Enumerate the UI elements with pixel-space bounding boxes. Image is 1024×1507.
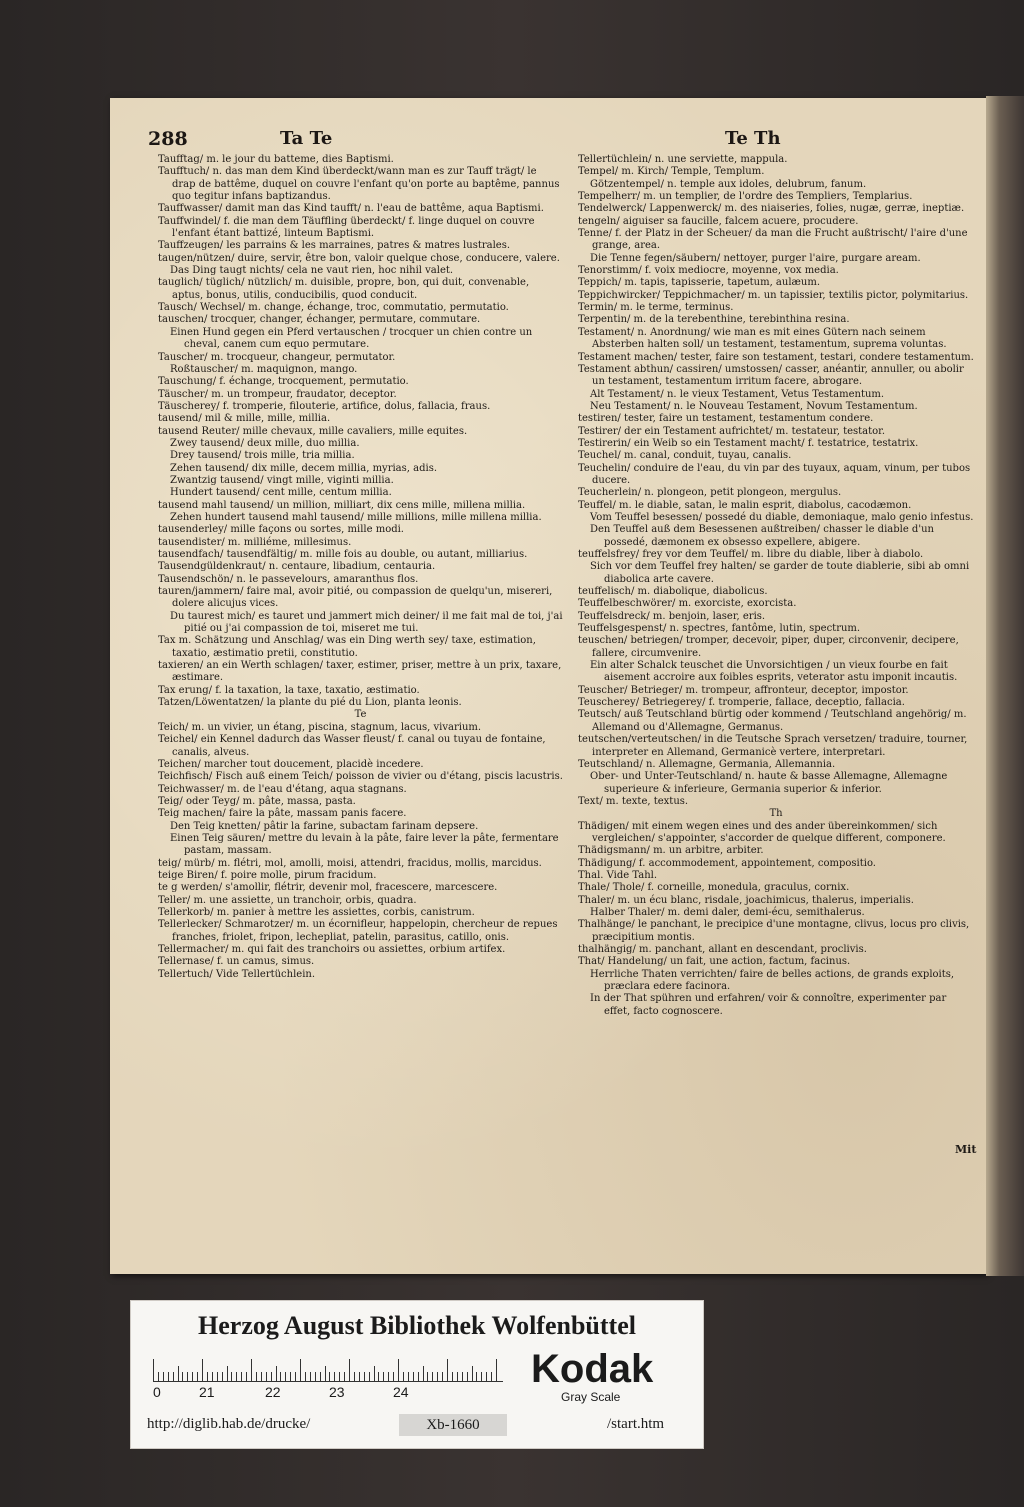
dictionary-entry: Tauschung/ f. échange, trocquement, permutatio. bbox=[158, 376, 409, 388]
dictionary-entry: Den Teuffel auß dem Besessenen außtreiben/ chasser le diable d'un possedé, dæmonem ex obsesso expellere, abigere. bbox=[590, 524, 934, 548]
dictionary-entry: Teuffelbeschwörer/ m. exorciste, exorcista. bbox=[578, 598, 797, 610]
ruler-tick bbox=[403, 1372, 404, 1381]
dictionary-entry: Teuchelin/ conduire de l'eau, du vin par des tuyaux, aquam, vinum, per tubos ducere. bbox=[578, 462, 971, 486]
dictionary-entry: Thalhänge/ le panchant, le precipice d'une montagne, clivus, locus pro clivis, præcipitium montis. bbox=[578, 919, 970, 943]
dictionary-entry: taugen/nützen/ duire, servir, être bon, valoir quelque chose, conducere, valere. bbox=[158, 252, 560, 264]
url-suffix: /start.htm bbox=[607, 1416, 665, 1432]
dictionary-entry: Tendelwerck/ Lappenwerck/ m. des niaiseries, folies, nugæ, gerræ, ineptiæ. bbox=[578, 203, 965, 215]
ruler-tick bbox=[423, 1366, 424, 1381]
ruler-tick bbox=[285, 1372, 286, 1381]
ruler-tick bbox=[432, 1372, 433, 1381]
right-running-head: Te Th bbox=[725, 128, 781, 149]
left-column bbox=[158, 154, 563, 981]
gray-scale-label: Gray Scale bbox=[561, 1390, 621, 1404]
dictionary-entry: Götzentempel/ n. temple aux idoles, delubrum, fanum. bbox=[590, 178, 867, 190]
dictionary-entry: Thale/ Thole/ f. corneille, monedula, graculus, cornix. bbox=[578, 882, 850, 894]
dictionary-entry: Halber Thaler/ m. demi daler, demi-écu, semithalerus. bbox=[590, 906, 865, 918]
ruler-tick bbox=[427, 1372, 428, 1381]
dictionary-entry: Teutschland/ n. Allemagne, Germania, Allemannia. bbox=[578, 758, 836, 770]
dictionary-entry: Ober- und Unter-Teutschland/ n. haute & basse Allemagne, Allemagne superieure & inferieure, Germania superior & inferior. bbox=[590, 771, 948, 795]
dictionary-entry: Täuscherey/ f. tromperie, filouterie, artifice, dolus, fallacia, fraus. bbox=[158, 400, 491, 412]
ruler-tick bbox=[187, 1372, 188, 1381]
dictionary-entry: Tatzen/Löwentatzen/ la plante du pié du Lion, planta leonis. bbox=[158, 697, 462, 709]
ruler-tick bbox=[329, 1372, 330, 1381]
ruler-tick bbox=[197, 1372, 198, 1381]
ruler-tick bbox=[300, 1359, 301, 1381]
dictionary-entry: taxieren/ an ein Werth schlagen/ taxer, estimer, priser, mettre à un prix, taxare, æstimare. bbox=[158, 660, 562, 684]
ruler-tick bbox=[207, 1372, 208, 1381]
dictionary-entry: Testament/ n. Anordnung/ wie man es mit eines Gütern nach seinem Absterben halten soll/ un testament, testamentum, suprema voluntas. bbox=[578, 326, 947, 351]
dictionary-entry: Teichfisch/ Fisch auß einem Teich/ poisson de vivier ou d'étang, piscis lacustris. bbox=[158, 771, 563, 783]
scale-ruler bbox=[153, 1351, 503, 1382]
dictionary-entry: Ein alter Schalck teuschet die Unvorsichtigen / un vieux fourbe en fait aisement accroire aux foibles esprits, veterator astu imponit incautis. bbox=[590, 660, 958, 684]
ruler-tick bbox=[442, 1372, 443, 1381]
ruler-tick bbox=[256, 1372, 257, 1381]
dictionary-entry: Zwantzig tausend/ vingt mille, viginti millia. bbox=[170, 474, 394, 486]
ruler-tick bbox=[383, 1372, 384, 1381]
ruler-tick bbox=[359, 1372, 360, 1381]
color-target-card bbox=[130, 1300, 704, 1449]
ruler-tick bbox=[168, 1372, 169, 1381]
ruler-tick bbox=[325, 1366, 326, 1381]
dictionary-entry: Einen Hund gegen ein Pferd vertauschen / trocquer un chien contre un cheval, canem cum equo permutare. bbox=[170, 326, 533, 351]
ruler-tick bbox=[271, 1372, 272, 1381]
ruler-tick bbox=[418, 1372, 419, 1381]
dictionary-entry: Den Teig knetten/ pâtir la farine, subactam farinam depsere. bbox=[170, 820, 479, 832]
ruler-tick bbox=[192, 1372, 193, 1381]
dictionary-entry: Teuffelsdreck/ m. benjoin, laser, eris. bbox=[578, 610, 766, 622]
dictionary-entry: Tausch/ Wechsel/ m. change, échange, troc, commutatio, permutatio. bbox=[158, 302, 509, 314]
ruler-tick bbox=[310, 1372, 311, 1381]
ruler-tick bbox=[276, 1366, 277, 1381]
ruler-tick bbox=[280, 1372, 281, 1381]
ruler-tick bbox=[163, 1372, 164, 1381]
dictionary-entry: Tauffwasser/ damit man das Kind taufft/ n. l'eau de battême, aqua Baptismi. bbox=[158, 203, 544, 215]
dictionary-entry: Tausendgüldenkraut/ n. centaure, libadium, centauria. bbox=[158, 561, 436, 573]
dictionary-entry: Täuscher/ m. un trompeur, fraudator, deceptor. bbox=[158, 388, 397, 400]
dictionary-entry: Thädigung/ f. accommodement, appointement, compositio. bbox=[578, 857, 876, 869]
dictionary-entry: Teig/ oder Teyg/ m. pâte, massa, pasta. bbox=[158, 795, 356, 807]
dictionary-entry: teige Biren/ f. poire molle, pirum fracidum. bbox=[158, 869, 377, 881]
ruler-tick bbox=[491, 1372, 492, 1381]
dictionary-entry: teuschen/ betriegen/ tromper, decevoir, piper, duper, circonvenir, decipere, fallere, circumvenire. bbox=[578, 635, 959, 659]
dictionary-entry: Zehen tausend/ dix mille, decem millia, myrias, adis. bbox=[170, 462, 438, 474]
ruler-tick bbox=[339, 1372, 340, 1381]
dictionary-entry: Tenorstimm/ f. voix mediocre, moyenne, vox media. bbox=[578, 265, 839, 277]
dictionary-entry: Das Ding taugt nichts/ cela ne vaut rien, hoc nihil valet. bbox=[170, 265, 454, 277]
ruler-tick bbox=[437, 1372, 438, 1381]
section-heading: Te bbox=[354, 709, 367, 721]
dictionary-entry: Tellermacher/ m. qui fait des tranchoirs ou assiettes, orbium artifex. bbox=[158, 944, 506, 955]
ruler-tick bbox=[334, 1372, 335, 1381]
dictionary-entry: Tauffzeugen/ les parrains & les marraines, patres & matres lustrales. bbox=[158, 240, 511, 252]
ruler-tick bbox=[236, 1372, 237, 1381]
ruler-tick bbox=[320, 1372, 321, 1381]
ruler-tick bbox=[344, 1372, 345, 1381]
dictionary-entry: teutschen/verteutschen/ in die Teutsche Sprach versetzen/ traduire, tourner, interpreter en Allemand, Germanicè vertere, interpretari. bbox=[578, 734, 968, 758]
ruler-tick bbox=[481, 1372, 482, 1381]
ruler-tick bbox=[246, 1372, 247, 1381]
dictionary-entry: tausend mahl tausend/ un million, milliart, dix cens mille, millena millia. bbox=[158, 499, 526, 511]
ruler-tick bbox=[251, 1359, 252, 1381]
ruler-tick bbox=[227, 1366, 228, 1381]
dictionary-entry: Hundert tausend/ cent mille, centum millia. bbox=[170, 487, 392, 499]
ruler-tick bbox=[266, 1372, 267, 1381]
dictionary-entry: Alt Testament/ n. le vieux Testament, Vetus Testamentum. bbox=[590, 388, 885, 400]
dictionary-entry: Herrliche Thaten verrichten/ faire de belles actions, de grands exploits, præclara edere facinora. bbox=[590, 968, 955, 993]
ruler-tick bbox=[241, 1372, 242, 1381]
dictionary-entry: Du taurest mich/ es tauret und jammert mich deiner/ il me fait mal de toi, j'ai pitié ou j'ai compassion de toi, miseret me tui. bbox=[170, 610, 563, 635]
dictionary-entry: tausendfach/ tausendfältig/ m. mille fois au double, ou autant, milliarius. bbox=[158, 549, 528, 560]
dictionary-entry: tauren/jammern/ faire mal, avoir pitié, ou compassion de quelqu'un, misereri, dolere alicujus vices. bbox=[158, 586, 553, 610]
dictionary-entry: Terpentin/ m. de la terebenthine, terebinthina resina. bbox=[578, 314, 850, 326]
dictionary-entry: Teig machen/ faire la pâte, massam panis facere. bbox=[158, 808, 407, 820]
dictionary-entry: tausenderley/ mille façons ou sortes, mille modi. bbox=[158, 524, 404, 536]
dictionary-entry: Tax erung/ f. la taxation, la taxe, taxatio, æstimatio. bbox=[158, 684, 420, 696]
ruler-tick bbox=[452, 1372, 453, 1381]
dictionary-entry: thalhängig/ m. panchant, allant en descendant, proclivis. bbox=[578, 944, 867, 955]
dictionary-entry: Tausendschön/ n. le passevelours, amaranthus flos. bbox=[158, 573, 419, 585]
running-header bbox=[140, 128, 960, 154]
dictionary-entry: Teuscher/ Betrieger/ m. trompeur, affronteur, deceptor, impostor. bbox=[578, 684, 909, 696]
dictionary-entry: te g werden/ s'amollir, flétrir, devenir mol, fracescere, marcescere. bbox=[158, 882, 498, 894]
dictionary-entry: tauschen/ trocquer, changer, échanger, permutare, commutare. bbox=[158, 314, 481, 326]
dictionary-entry: Thal. Vide Tahl. bbox=[578, 869, 658, 881]
page-number: 288 bbox=[148, 128, 188, 150]
ruler-tick bbox=[369, 1372, 370, 1381]
dictionary-entry: Roßtauscher/ m. maquignon, mango. bbox=[170, 363, 358, 375]
dictionary-entry: tausendister/ m. milliéme, millesimus. bbox=[158, 536, 352, 548]
ruler-number: 21 bbox=[199, 1384, 215, 1400]
ruler-tick bbox=[153, 1359, 154, 1381]
ruler-tick bbox=[295, 1372, 296, 1381]
ruler-tick bbox=[354, 1372, 355, 1381]
ruler-number: 22 bbox=[265, 1384, 281, 1400]
dictionary-entry: Tellertüchlein/ n. une serviette, mappula. bbox=[578, 154, 788, 165]
dictionary-entry: Tenne/ f. der Platz in der Scheuer/ da man die Frucht außtrischt/ l'aire d'une grange, area. bbox=[578, 228, 968, 252]
dictionary-entry: tengeln/ aiguiser sa faucille, falcem acuere, procudere. bbox=[578, 215, 859, 227]
ruler-tick bbox=[457, 1372, 458, 1381]
dictionary-entry: Thaler/ m. un écu blanc, risdale, joachimicus, thalerus, imperialis. bbox=[578, 894, 914, 906]
dictionary-entry: Thädigen/ mit einem wegen eines und des ander übereinkommen/ sich vergleichen/ s'appointer, s'accorder de quelque different, componere. bbox=[578, 820, 946, 844]
dictionary-entry: Text/ m. texte, textus. bbox=[578, 795, 689, 807]
ruler-tick bbox=[315, 1372, 316, 1381]
dictionary-entry: Tempel/ m. Kirch/ Temple, Templum. bbox=[578, 166, 765, 178]
dictionary-entry: tausend Reuter/ mille chevaux, mille cavaliers, mille equites. bbox=[158, 425, 468, 437]
digital-library-url: http://diglib.hab.de/drucke/ bbox=[147, 1416, 311, 1432]
dictionary-entry: Drey tausend/ trois mille, tria millia. bbox=[170, 450, 355, 462]
catchword: Mit bbox=[955, 1143, 977, 1156]
dictionary-entry: Teichwasser/ m. de l'eau d'étang, aqua stagnans. bbox=[158, 783, 407, 795]
ruler-tick bbox=[408, 1372, 409, 1381]
dictionary-entry: Teichel/ ein Kennel dadurch das Wasser fleust/ f. canal ou tuyau de fontaine, canalis, alveus. bbox=[158, 734, 546, 758]
ruler-numbers bbox=[153, 1384, 513, 1402]
dictionary-entry: Zehen hundert tausend mahl tausend/ mille millions, mille millena millia. bbox=[170, 511, 542, 523]
library-name: Herzog August Bibliothek Wolfenbüttel bbox=[198, 1311, 636, 1340]
ruler-tick bbox=[364, 1372, 365, 1381]
ruler-tick bbox=[261, 1372, 262, 1381]
dictionary-entry: Sich vor dem Teuffel frey halten/ se garder de toute diablerie, sibi ab omni diabolica arte cavere. bbox=[590, 561, 970, 585]
dictionary-entry: Teutsch/ auß Teutschland bürtig oder kommend / Teutschland angehörig/ m. Allemand ou d'Allemagne, Germanus. bbox=[578, 709, 967, 733]
ruler-tick bbox=[398, 1359, 399, 1381]
ruler-tick bbox=[467, 1372, 468, 1381]
ruler-number: 23 bbox=[329, 1384, 345, 1400]
kodak-logo: Kodak bbox=[531, 1347, 654, 1391]
dictionary-entry: Teich/ m. un vivier, un étang, piscina, stagnum, lacus, vivarium. bbox=[158, 721, 482, 733]
ruler-tick bbox=[217, 1372, 218, 1381]
dictionary-entry: Testament machen/ tester, faire son testament, testari, condere testamentum. bbox=[578, 351, 974, 363]
ruler-tick bbox=[182, 1372, 183, 1381]
ruler-tick bbox=[349, 1359, 350, 1381]
target-footer bbox=[131, 1414, 703, 1438]
dictionary-entry: Teuscherey/ Betriegerey/ f. tromperie, fallace, deceptio, fallacia. bbox=[578, 697, 905, 709]
ruler-tick bbox=[202, 1359, 203, 1381]
dictionary-entry: Einen Teig säuren/ mettre du levain à la pâte, faire lever la pâte, fermentare pastam, massam. bbox=[170, 832, 559, 857]
ruler-tick bbox=[178, 1366, 179, 1381]
dictionary-entry: In der That spühren und erfahren/ voir & connoître, experimenter par effet, facto cognoscere. bbox=[590, 993, 947, 1017]
dictionary-entry: testiren/ tester, faire un testament, testamentum condere. bbox=[578, 413, 874, 425]
dictionary-entry: Tauffwindel/ f. die man dem Täuffling überdeckt/ f. linge duquel on couvre l'enfant étant battizé, linteum Baptismi. bbox=[158, 215, 535, 240]
ruler-tick bbox=[393, 1372, 394, 1381]
dictionary-entry: That/ Handelung/ un fait, une action, factum, facinus. bbox=[578, 956, 851, 968]
ruler-tick bbox=[290, 1372, 291, 1381]
ruler-tick bbox=[173, 1372, 174, 1381]
dictionary-entry: Vom Teuffel besessen/ possedé du diable, demoniaque, malo genio infestus. bbox=[590, 511, 974, 523]
ruler-tick bbox=[496, 1359, 497, 1381]
ruler-tick bbox=[231, 1372, 232, 1381]
dictionary-entry: Taufftuch/ n. das man dem Kind überdeckt/wann man es zur Tauff trägt/ le drap de battême, duquel on couvre l'enfant qu'on porte au baptême, pannus quo tegitur infans baptizandus. bbox=[158, 166, 560, 203]
dictionary-entry: Teller/ m. une assiette, un tranchoir, orbis, quadra. bbox=[158, 894, 417, 906]
dictionary-entry: Die Tenne fegen/säubern/ nettoyer, purger l'aire, purgare aream. bbox=[590, 252, 921, 264]
dictionary-entry: Tellerlecker/ Schmarotzer/ m. un écornifleur, happelopin, chercheur de repues franches, friolet, fripon, lechepliat, patelin, parasitus, catillo, onis. bbox=[158, 919, 558, 943]
dictionary-entry: Tauscher/ m. trocqueur, changeur, permutator. bbox=[158, 351, 396, 363]
ruler-tick bbox=[447, 1359, 448, 1381]
ruler-number: 24 bbox=[393, 1384, 409, 1400]
dictionary-entry: teig/ mürb/ m. flétri, mol, amolli, moisi, attendri, fracidus, mollis, marcidus. bbox=[158, 857, 542, 869]
dictionary-entry: Tellertuch/ Vide Tellertüchlein. bbox=[158, 968, 316, 980]
dictionary-entry: Neu Testament/ n. le Nouveau Testament, Novum Testamentum. bbox=[590, 400, 918, 412]
ruler-tick bbox=[388, 1372, 389, 1381]
dictionary-entry: Teichen/ marcher tout doucement, placidè incedere. bbox=[158, 758, 424, 770]
dictionary-entry: Tellerkorb/ m. panier à mettre les assiettes, corbis, canistrum. bbox=[158, 906, 475, 918]
dictionary-entry: Taufftag/ m. le jour du batteme, dies Baptismi. bbox=[158, 154, 394, 165]
ruler-tick bbox=[212, 1372, 213, 1381]
dictionary-entry: teuffelisch/ m. diabolique, diabolicus. bbox=[578, 586, 768, 598]
dictionary-entry: tauglich/ tüglich/ nützlich/ m. duisible, propre, bon, qui duit, convenable, aptus, bonus, utilis, conducibilis, quod conducit. bbox=[158, 277, 530, 301]
dictionary-entry: Teuffelsgespenst/ n. spectres, fantôme, lutin, spectrum. bbox=[578, 623, 861, 635]
dictionary-entry: Teppich/ m. tapis, tapisserie, tapetum, aulæum. bbox=[578, 277, 821, 289]
dictionary-entry: Tax m. Schätzung und Anschlag/ was ein Ding werth sey/ taxe, estimation, taxatio, æstimatio pretii, constitutio. bbox=[158, 635, 536, 659]
dictionary-entry: tausend/ mil & mille, mille, millia. bbox=[158, 413, 331, 425]
ruler-tick bbox=[413, 1372, 414, 1381]
ruler-tick bbox=[472, 1366, 473, 1381]
page-edge bbox=[986, 96, 1024, 1276]
ruler-number: 0 bbox=[153, 1384, 161, 1400]
ruler-tick bbox=[462, 1372, 463, 1381]
ruler-tick bbox=[222, 1372, 223, 1381]
ruler-tick bbox=[305, 1372, 306, 1381]
dictionary-entry: Testirer/ der ein Testament aufrichtet/ m. testateur, testator. bbox=[578, 425, 886, 437]
right-column bbox=[578, 154, 974, 1018]
dictionary-entry: Testament abthun/ cassiren/ umstossen/ casser, anéantir, annuller, ou abolir un testament, testamentum irritum facere, abrogare. bbox=[578, 363, 964, 388]
dictionary-entry: Tempelherr/ m. un templier, de l'ordre des Templiers, Templarius. bbox=[578, 191, 913, 203]
dictionary-entry: teuffelsfrey/ frey vor dem Teuffel/ m. libre du diable, liber à diabolo. bbox=[578, 549, 924, 560]
ruler-tick bbox=[374, 1366, 375, 1381]
ruler-tick bbox=[476, 1372, 477, 1381]
section-heading: Th bbox=[769, 808, 783, 820]
ruler-tick bbox=[158, 1372, 159, 1381]
left-running-head: Ta Te bbox=[280, 128, 333, 149]
dictionary-entry: Teucherlein/ n. plongeon, petit plongeon, mergulus. bbox=[578, 487, 842, 499]
shelfmark: Xb-1660 bbox=[399, 1414, 507, 1436]
dictionary-entry: Termin/ m. le terme, terminus. bbox=[578, 302, 734, 314]
dictionary-entry: Teuchel/ m. canal, conduit, tuyau, canalis. bbox=[578, 450, 792, 462]
dictionary-entry: Testirerin/ ein Weib so ein Testament macht/ f. testatrice, testatrix. bbox=[578, 437, 919, 449]
dictionary-entry: Zwey tausend/ deux mille, duo millia. bbox=[170, 437, 360, 449]
dictionary-entry: Thädigsmann/ m. un arbitre, arbiter. bbox=[578, 845, 764, 857]
ruler-tick bbox=[486, 1372, 487, 1381]
ruler-tick bbox=[378, 1372, 379, 1381]
dictionary-entry: Tellernase/ f. un camus, simus. bbox=[158, 956, 315, 968]
dictionary-entry: Teuffel/ m. le diable, satan, le malin esprit, diabolus, cacodæmon. bbox=[578, 499, 912, 511]
dictionary-entry: Teppichwircker/ Teppichmacher/ m. un tapissier, textilis pictor, polymitarius. bbox=[578, 289, 969, 301]
